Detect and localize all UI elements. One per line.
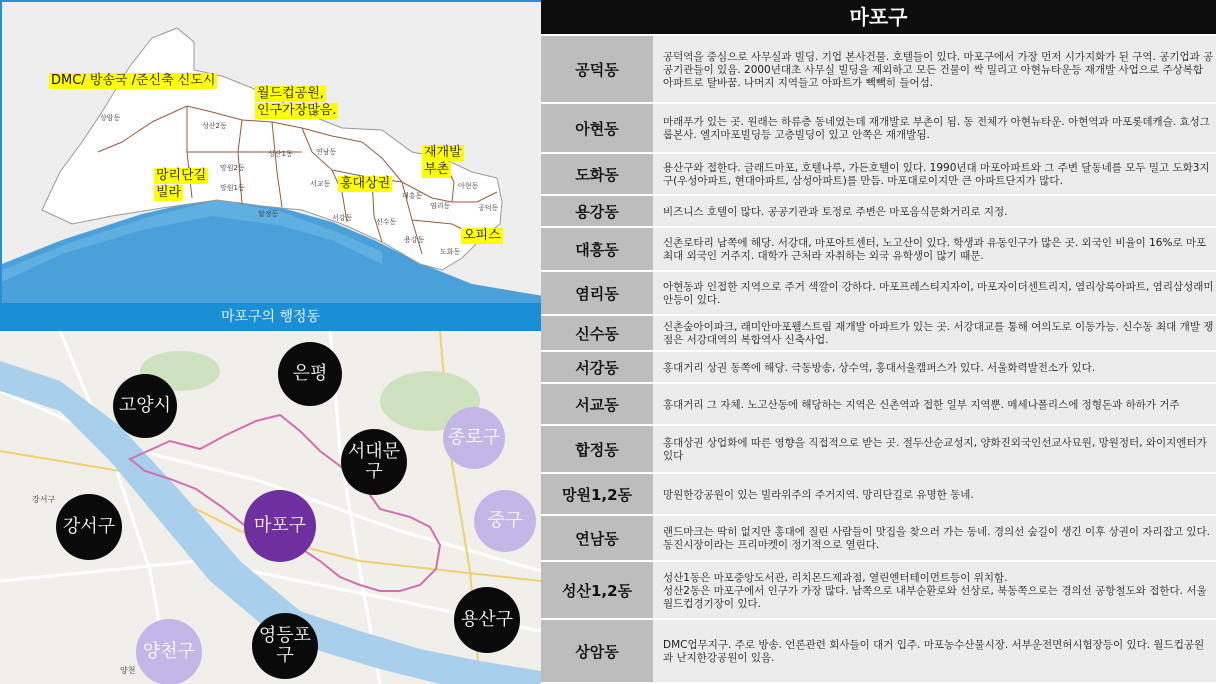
small-label-gangseo: 강서구 — [32, 495, 56, 504]
label-seogyo: 서교동 — [310, 180, 331, 188]
label-yonggang: 용강동 — [404, 236, 425, 244]
row-name: 대흥동 — [541, 228, 653, 270]
row-name: 용강동 — [541, 196, 653, 226]
label-yeomni: 염리동 — [430, 202, 451, 210]
row-desc: 비즈니스 호텔이 많다. 공공기관과 토정로 주변은 마포음식문화거리로 지정. — [653, 196, 1216, 226]
row-desc: 용산구와 접한다. 글래드마포, 호텔나루, 가든호텔이 있다. 1990년대 마포아파트와 그 주변 달동네를 모두 밀고 도화3지구(우성아파트, 현대아파트, 삼성아파트)를 만듬. 마포대로이지만 큰 아파트단지가 많다. — [653, 154, 1216, 194]
row-name: 아현동 — [541, 104, 653, 152]
annotation-redev-1: 재개발 — [424, 145, 462, 160]
row-name: 서강동 — [541, 352, 653, 382]
row-desc: 신촌숲아이파크, 래미안마포웰스트림 재개발 아파트가 있는 곳. 서강대교를 통해 여의도로 이동가능. 신수동 최대 개발 쟁점은 서강대역의 복합역사 신축사업. — [653, 316, 1216, 350]
label-seongsan1: 성산1동 — [268, 150, 293, 158]
label-sinsu: 신수동 — [376, 218, 397, 226]
table-row — [541, 516, 1216, 562]
row-name: 도화동 — [541, 154, 653, 194]
annotation-mangri-2: 빌라 — [156, 185, 182, 200]
circle-yeongdeungpo: 영등포 구 — [252, 613, 318, 679]
row-name: 신수동 — [541, 316, 653, 350]
row-name: 성산1,2동 — [541, 562, 653, 618]
circle-gangseo: 강서구 — [56, 494, 122, 560]
row-desc: 마래푸가 있는 곳. 원래는 하류층 동네였는데 재개발로 부촌이 됨. 동 전체가 아현뉴타운. 아현역과 마포롯데캐슬. 효성그룹본사. 엘지마포빌딩등 고층빌딩이 있고 안쪽은 재개발됨. — [653, 104, 1216, 152]
row-name: 상암동 — [541, 620, 653, 682]
row-desc: 신촌로타리 남쪽에 해당. 서강대, 마포아트센터, 노고산이 있다. 학생과 유동인구가 많은 곳. 외국인 비율이 16%로 마포 최대 외국인 거주지. 대학가 근처라 자취하는 외국 유학생이 많기 때문. — [653, 228, 1216, 270]
table-row — [541, 562, 1216, 620]
table-title: 마포구 — [541, 0, 1216, 34]
table-row — [541, 620, 1216, 684]
annotation-dmc: DMC/ 방송국 /준신축 신도시 — [51, 73, 216, 88]
label-seongsan2: 성산2동 — [202, 122, 227, 130]
label-gongdeok: 공덕동 — [478, 204, 499, 212]
table-row — [541, 154, 1216, 196]
table-row — [541, 36, 1216, 104]
circle-junggu: 중구 — [474, 490, 536, 552]
label-seogang: 서강동 — [332, 214, 353, 222]
annotation-worldcup-2: 인구가장많음. — [257, 103, 337, 118]
circle-mapo: 마포구 — [244, 490, 316, 562]
table-row — [541, 104, 1216, 154]
label-mangwon1: 망원1동 — [220, 184, 245, 192]
circle-yangcheon: 양천구 — [136, 619, 202, 684]
row-desc: 홍대상권 상업화에 따른 영향을 직접적으로 받는 곳. 절두산순교성지, 양화진외국인선교사묘원, 망원정터, 와이지엔터가 있다 — [653, 426, 1216, 472]
row-name: 공덕동 — [541, 36, 653, 102]
table-row — [541, 352, 1216, 384]
row-name: 합정동 — [541, 426, 653, 472]
label-sangam: 상암동 — [100, 114, 121, 122]
row-desc: 망원한강공원이 있는 빌라위주의 주거지역. 망리단길로 유명한 동네. — [653, 474, 1216, 514]
circle-eunpyeong: 은평 — [278, 342, 342, 406]
row-desc: 공덕역을 중심으로 사무실과 빌딩. 기업 본사건물. 호텔들이 있다. 마포구에서 가장 먼저 시가지화가 된 구역. 공기업과 공공기관들이 있음. 2000년대초 사무실 빌딩을 제외하고 모든 건물이 싹 밀리고 아현뉴타운등 재개발 사업으로 주상복합 아파트로 탈바꿈. 나머지 지역들고 아파트가 빽빽히 들어섬. — [653, 36, 1216, 102]
table-row — [541, 384, 1216, 426]
row-desc: 성산1동은 마포중앙도서관, 리치몬드제과점, 열린엔터테이먼트등이 위치함. 성산2동은 마포구에서 인구가 가장 많다. 남쪽으로 내부순환로와 선상로, 북동쪽으로는 경의선 공항철도와 접한다. 서울 월드컵경기장이 있다. — [653, 562, 1216, 618]
label-ahyeon: 아현동 — [458, 182, 479, 190]
district-table — [541, 0, 1216, 684]
table-row — [541, 196, 1216, 228]
row-desc: 홍대거리 그 자체. 노고산동에 해당하는 지역은 신촌역과 접한 일부 지역뿐. 메세나폴리스에 정형돈과 하하가 거주 — [653, 384, 1216, 424]
row-name: 서교동 — [541, 384, 653, 424]
table-row — [541, 228, 1216, 272]
small-label-yangcheon: 양천 — [120, 666, 136, 675]
label-hapjeong: 합정동 — [258, 210, 279, 218]
row-name: 망원1,2동 — [541, 474, 653, 514]
annotation-office: 오피스 — [463, 228, 501, 243]
region-map — [0, 331, 541, 684]
row-desc: 홍대거리 상권 동쪽에 해당. 극동방송, 상수역, 홍대서울캠퍼스가 있다. 서울화력발전소가 있다. — [653, 352, 1216, 382]
row-desc: 랜드마크는 딱히 없지만 홍대에 질린 사람들이 맛집을 찾으러 가는 동네. 경의선 숲길이 생긴 이후 상권이 자리잡고 있다. 동진시장이라는 프리마켓이 정기적으로 열린다. — [653, 516, 1216, 560]
district-map — [0, 0, 541, 303]
label-dohwa: 도화동 — [440, 248, 461, 256]
row-desc: DMC업무지구. 주로 방송. 언론관련 회사들이 대거 입주. 마포농수산물시장. 서부운전면허시험장등이 있다. 월드컵공원과 난지한강공원이 있음. — [653, 620, 1216, 682]
row-desc: 아현동과 인접한 지역으로 주거 색깔이 강하다. 마포프레스티지자이, 마포자이더센트리지, 염리상록아파트, 염리삼성래미안등이 있다. — [653, 272, 1216, 314]
annotation-hongdae: 홍대상권 — [340, 176, 391, 191]
circle-goyang: 고양시 — [113, 374, 177, 438]
circle-seodaemun: 서대문 구 — [341, 429, 407, 495]
row-name: 염리동 — [541, 272, 653, 314]
table-row — [541, 426, 1216, 474]
label-daeheung: 대흥동 — [402, 192, 423, 200]
table-row — [541, 474, 1216, 516]
annotation-redev-2: 부촌 — [424, 162, 450, 177]
annotation-worldcup-1: 월드컵공원, — [257, 86, 324, 101]
label-yeonnam: 연남동 — [316, 148, 337, 156]
table-row — [541, 316, 1216, 352]
admin-districts-header: 마포구의 행정동 — [0, 303, 541, 331]
row-name: 연남동 — [541, 516, 653, 560]
annotation-mangri-1: 망리단길 — [156, 168, 207, 183]
table-row — [541, 272, 1216, 316]
label-mangwon2: 망원2동 — [220, 164, 245, 172]
circle-jongno: 종로구 — [443, 407, 505, 469]
circle-yongsan: 용산구 — [454, 587, 520, 653]
